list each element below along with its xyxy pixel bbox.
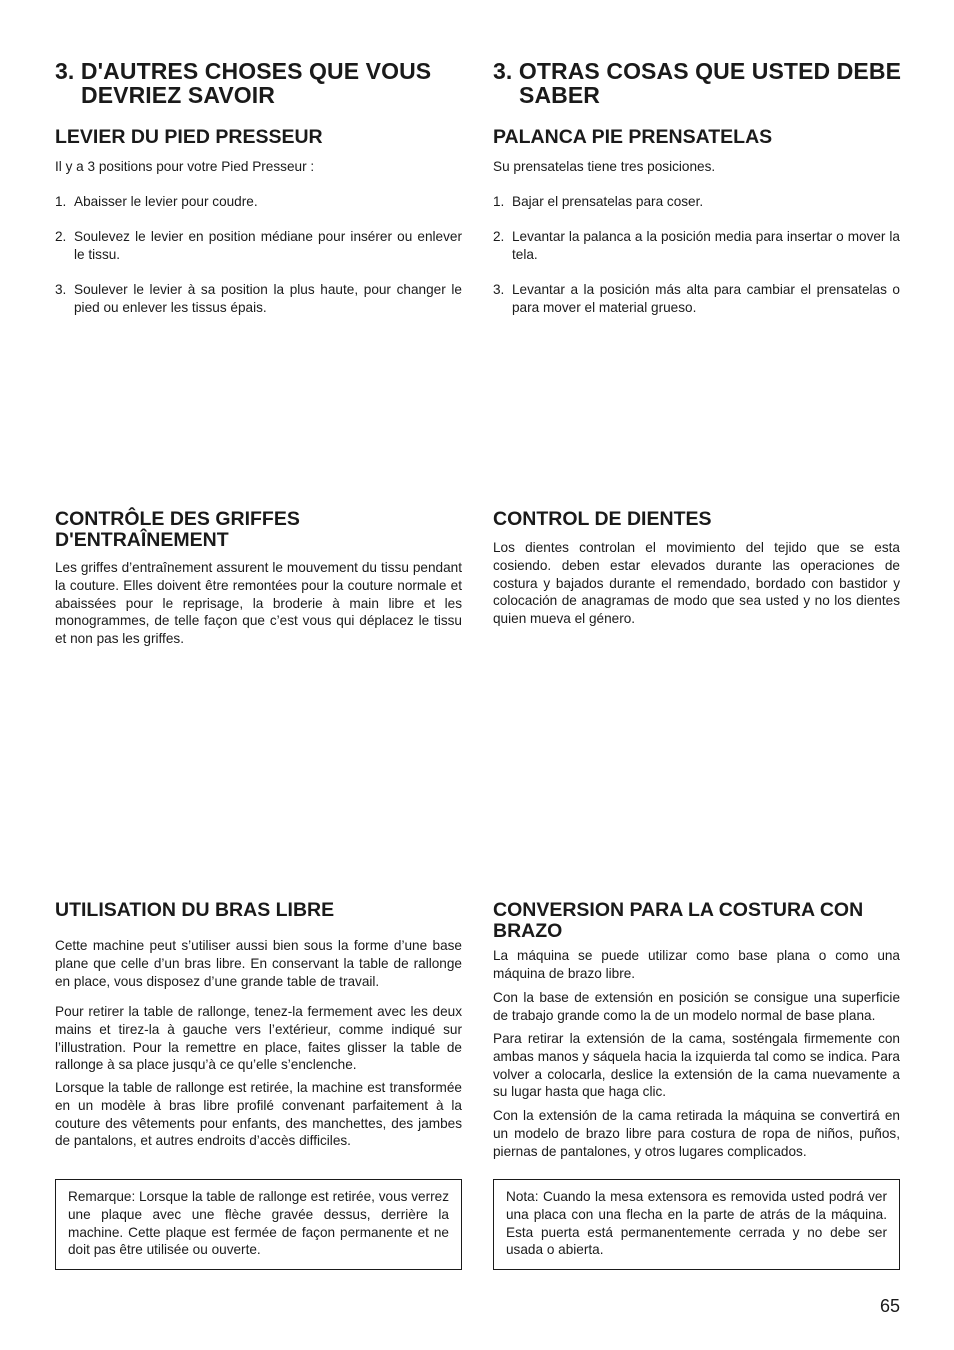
- list-item-text: Abaisser le levier pour coudre.: [74, 194, 258, 209]
- list-item-text: Levantar a la posición más alta para cambiar el prensatelas o para mover el material grueso.: [512, 282, 900, 315]
- list-item: [493, 281, 900, 317]
- note-text-es: Nota: Cuando la mesa extensora es removida usted podrá ver una placa con una flecha en la parte de atrás de la máquina. Esta puerta está permanentemente cerrada y no debe ser usada o abierta.: [506, 1189, 887, 1258]
- section-title-es: 3. OTRAS COSAS QUE USTED DEBE SABER: [493, 58, 902, 108]
- freearm-paragraph-es: Para retirar la extensión de la cama, sosténgala firmemente con ambas manos y sáquela hacia la izquierda tal como se indica. Para volver a colocarla, deslice la extensión de la cama nuevamente a su lugar hasta que haga clic.: [493, 1031, 900, 1100]
- list-item-text: Levantar la palanca a la posición media para insertar o mover la tela.: [512, 229, 900, 262]
- freearm-paragraph-es: La máquina se puede utilizar como base plana o como una máquina de brazo libre.: [493, 948, 900, 981]
- presser-intro-fr: Il y a 3 positions pour votre Pied Presseur :: [55, 159, 315, 174]
- freearm-paragraph-fr: Pour retirer la table de rallonge, tenez-la fermement avec les deux mains et tirez-la à gauche vers l’extérieur, comme indiqué sur l’illustration. Pour la remettre en place, faites glisser la table de rallonge à sa place jusqu’à ce qu’elle s’enclenche.: [55, 1004, 462, 1073]
- list-item: [55, 193, 462, 211]
- freearm-paragraph-es: Con la extensión de la cama retirada la máquina se convertirá en un modelo de brazo libre para costura de ropa de niños, puños, piernas de pantalones, y otros lugares complicados.: [493, 1108, 900, 1159]
- note-text-fr: Remarque: Lorsque la table de rallonge est retirée, vous verrez une plaque avec une flèche gravée dessus, derrière la machine. Cette plaque est fermée de façon permanente et ne doit pas être utilisée ou ouverte.: [68, 1189, 449, 1258]
- feed-heading-es: CONTROL DE DIENTES: [493, 508, 712, 530]
- section-title-fr: 3. D'AUTRES CHOSES QUE VOUS DEVRIEZ SAVOIR: [55, 58, 432, 108]
- note-box-fr: [55, 1179, 462, 1270]
- list-item-number: 3.: [493, 282, 505, 297]
- list-item-text: Bajar el prensatelas para coser.: [512, 194, 704, 209]
- feed-heading-fr: CONTRÔLE DES GRIFFES D'ENTRAÎNEMENT: [55, 508, 300, 551]
- list-item: [493, 193, 900, 211]
- freearm-heading-es: CONVERSION PARA LA COSTURA CON BRAZO: [493, 899, 864, 942]
- presser-heading-fr: LEVIER DU PIED PRESSEUR: [55, 126, 323, 148]
- freearm-paragraph-fr: Lorsque la table de rallonge est retirée, la machine est transformée en un modèle à bras libre profilé convenant parfaitement à la couture des vêtements pour enfants, des manchettes, des jambes de pantalons, et autres endroits d’accès difficiles.: [55, 1080, 462, 1149]
- list-item-number: 1.: [493, 194, 505, 209]
- freearm-paragraph-es: Con la base de extensión en posición se consigue una superficie de trabajo grande como la de un modelo normal de base plana.: [493, 990, 900, 1023]
- note-box-es: [493, 1179, 900, 1270]
- presser-intro-es: Su prensatelas tiene tres posiciones.: [493, 159, 716, 174]
- freearm-paragraph-fr: Cette machine peut s’utiliser aussi bien sous la forme d’une base plane que celle d’un bras libre. En conservant la table de rallonge en place, vous disposez d’une grande table de travail.: [55, 938, 462, 989]
- list-item-number: 2.: [493, 229, 505, 244]
- list-item: [493, 228, 900, 264]
- feed-text-fr: Les griffes d’entraînement assurent le mouvement du tissu pendant la couture. Elles doivent être remontées pour la couture normale et abaissées pour le reprisage, la broderie à main libre et les monogrammes, de telle façon que c’est vous qui déplacez le tissu et non pas les griffes.: [55, 560, 462, 647]
- list-item-number: 1.: [55, 194, 67, 209]
- list-item: [55, 281, 462, 317]
- freearm-heading-fr: UTILISATION DU BRAS LIBRE: [55, 899, 335, 921]
- list-item-text: Soulevez le levier en position médiane pour insérer ou enlever le tissu.: [74, 229, 462, 262]
- list-item-text: Soulever le levier à sa position la plus haute, pour changer le pied ou enlever les tissus épais.: [74, 282, 462, 315]
- page-number: 65: [879, 1296, 900, 1316]
- presser-heading-es: PALANCA PIE PRENSATELAS: [493, 126, 773, 148]
- list-item-number: 3.: [55, 282, 67, 297]
- list-item-number: 2.: [55, 229, 67, 244]
- feed-text-es: Los dientes controlan el movimiento del tejido que se esta cosiendo. deben estar elevados durante las operaciones de costura y bajados durante el remendado, bordado con bastidor y colocación de anagramas de modo que sea usted y no los dientes quien mueva el género.: [493, 540, 900, 627]
- list-item: [55, 228, 462, 264]
